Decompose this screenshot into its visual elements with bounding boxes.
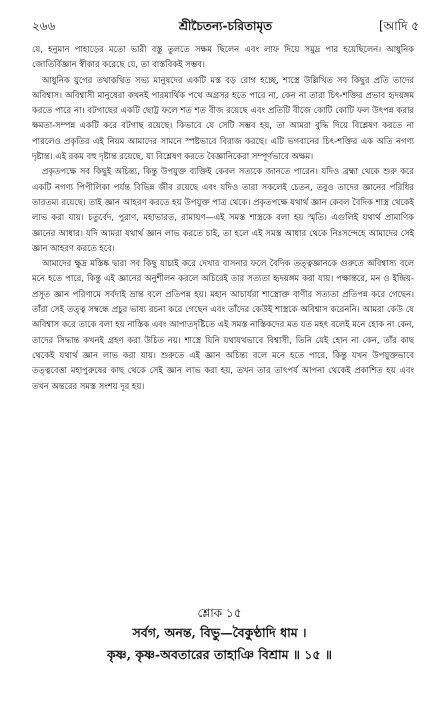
verse-block xyxy=(20,604,419,666)
purport-text xyxy=(32,42,414,608)
paragraph: আমাদের ক্ষুদ্র মস্তিষ্ক দ্বারা সব কিছু যাচাই করে দেখার বাসনার ফলে বৈদিক তত্ত্বজ্ঞানকে গুরুতে অবিশ্বাস্য বলে মনে হতে পারে, কিন্তু এই জ্ঞানের অনুশীলন করলে অচিরেই তার সত্যতা হৃদয়ঙ্গম করা যায়। পক্ষান্তরে, মন ও ইন্দ্রিয়-প্রসূত জ্ঞান পরিণামে সর্বদাই ভ্রান্ত বলে প্রতিপন্ন হয়। মহান আচার্যরা শাস্ত্রোক্ত বাণীর সত্যতা প্রতিপন্ন করে গেছেন। তাঁরা সেই তত্ত্ব সম্বন্ধে প্রচুর ভাষ্য রচনা করে গেছেন এবং তাঁদের কেউই শাস্ত্রকে অবিশ্বাস করেননি। আমরা কেউ যে অবিশ্বাস করে তাকে বলা হয় নাস্তিক এবং আপাতদৃষ্টিতে এই সমস্ত নাস্তিকদের মত যত মহৎ বলেই মনে হোক না কেন, তাদের সিদ্ধান্ত কখনই গ্রহণ করা উচিত নয়। শাস্ত্রে যিনি যথাযথভাবে বিশ্বাসী, তিনি যেই হোন না কেন, তাঁর কাছ থেকেই যথার্থ জ্ঞান লাভ করা যায়। শুরুতে এই জ্ঞান অচিন্ত্য বলে মনে হতে পারে, কিন্তু যখন উপযুক্তভাবে তত্ত্ববেত্তা মহাপুরুষের কাছ থেকে সেই জ্ঞান লাভ করা হয়, তখন তার তাৎপর্য আপনা থেকেই প্রকাশিত হয় এবং তখন অন্তরের সমস্ত সংশয় দূর হয়। xyxy=(32,258,414,391)
book-title: শ্রীচৈতন্য-চরিতামৃত xyxy=(178,19,273,33)
page-header xyxy=(32,18,419,38)
section-marker: [আদি ৫ xyxy=(378,19,419,33)
paragraph: যে, হনুমান পাহাড়ের মতো ভারী বস্তু তুলতে সক্ষম ছিলেন এবং লাফ দিয়ে সমুদ্র পার হয়েছিলেন। আধুনিক জোতির্বিজ্ঞান স্বীকার করেছে যে, তা বাস্তবিকই সম্ভব। xyxy=(32,44,414,70)
verse-heading: শ্লোক ১৫ xyxy=(197,606,242,620)
verse-line-2: কৃষ্ণ, কৃষ্ণ-অবতারের তাহাঞি বিশ্রাম ॥ ১৫ ॥ xyxy=(107,647,332,662)
verse-line-1: সর্বগ, অনন্ত, বিভু—বৈকুণ্ঠাদি ধাম । xyxy=(132,625,307,640)
page-number: ২৬৬ xyxy=(32,19,56,33)
paragraph: প্রকৃতপক্ষে সব কিছুই অচিন্ত্য, কিন্তু উপযুক্ত ব্যক্তিই কেবল সত্যকে জানতে পারেন। যদিও ব্রহ্মা থেকে শুরু করে একটি নগণ্য পিপীলিকা পর্যন্ত বিভিন্ন জীব রয়েছে এবং যদিও তারা সকলেই চেতন, তবুও তাদের জ্ঞানের পরিধির তারতম্য রয়েছে। তাই জ্ঞান আহরণ করতে হয় উপযুক্ত পাত্র থেকে। প্রকৃতপক্ষে যথার্থ জ্ঞান কেবল বৈদিক শাস্ত্র থেকেই লাভ করা যায়। চতুর্বেদ, পুরাণ, মহাভারত, রামায়ণ—এই সমস্ত শাস্ত্রকে বলা হয় স্মৃতি। এগুলিই যথার্থ প্রামাণিক জ্ঞানের আধার। যদি আমরা যথার্থ জ্ঞান লাভ করতে চাই, তা হলে এই সমস্ত আধার থেকে নিঃসন্দেহে আমাদের সেই জ্ঞান আহরণ করতে হবে। xyxy=(32,166,414,253)
paragraph: আধুনিক যুগের তথাকথিত সভ্য মানুষদের একটি মস্ত বড় রোগ হচ্ছে, শাস্ত্রে উল্লিখিত সব কিছুর প্রতি তাদের অবিশ্বাস। অবিশ্বাসী মানুষেরা কখনই পারমার্থিক পথে অগ্রসর হতে পারে না, কেন না তারা চিৎ-শক্তির প্রভাব হৃদয়ঙ্গম করতে পারে না। বটগাছের একটি ছোট্ট ফলে শত শত বীজ রয়েছে এবং প্রতিটি বীজে কোটি কোটি ফল উৎপন্ন করার ক্ষমতা-সম্পন্ন একটি করে বটগাছ রয়েছে। কিভাবে যে সেটি সম্ভব হয়, তা আমরা বুদ্ধি দিয়ে বিশ্লেষণ করতে না পারলেও প্রকৃতির এই নিয়ম আমাদের সামনে স্পষ্টভাবে বিরাজ করছে। এটি ভগবানের চিৎ-শক্তির এক অতি নগণ্য দৃষ্টান্ত। এই রকম বহু দৃষ্টান্ত রয়েছে, যা বিশ্লেষণ করতে বৈজ্ঞানিকেরা সম্পূর্ণভাবে অক্ষম। xyxy=(32,74,414,162)
